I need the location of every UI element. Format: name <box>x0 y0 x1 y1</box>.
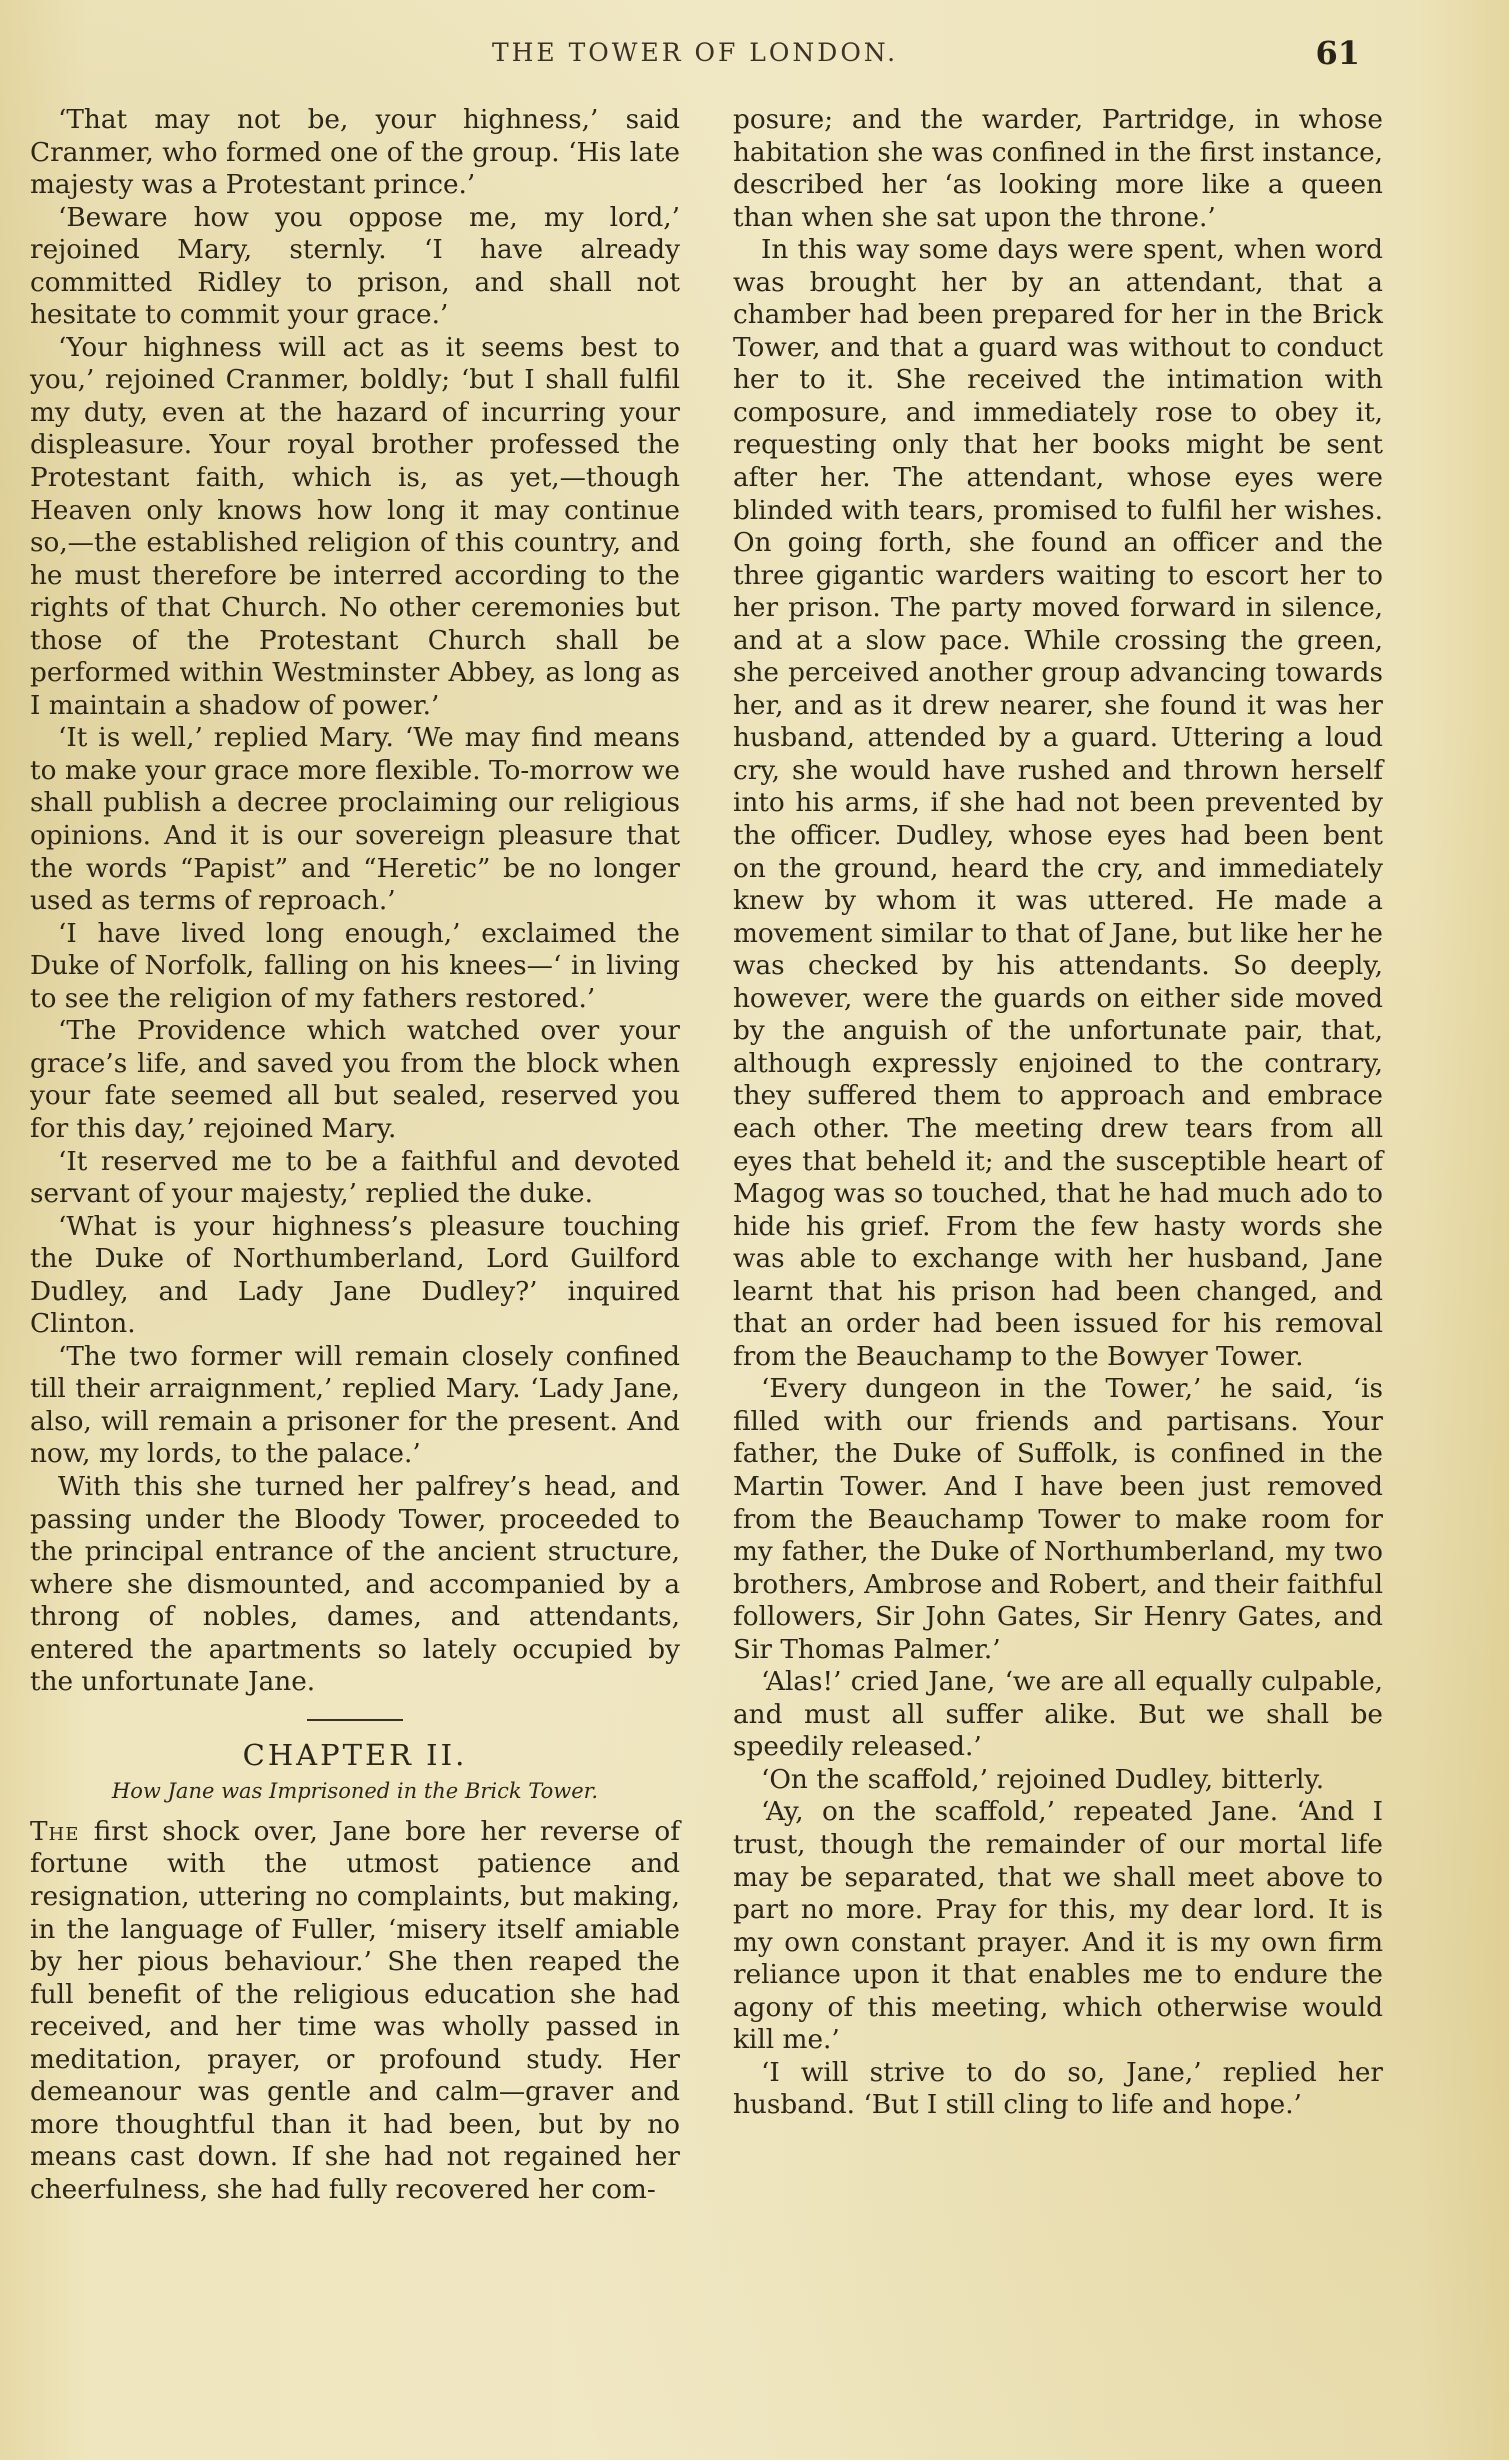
chapter-title: CHAPTER II. <box>242 1737 468 1772</box>
paragraph: ‘It is well,’ replied Mary. ‘We may find means to make your grace more flexible. To-morrow we shall publish a decree proclaiming our religious opinions. And it is our sovereign pleasure that the words “Papist” and “Heretic” be no longer used as terms of reproach.’ <box>30 723 680 917</box>
paragraph: ‘On the scaffold,’ rejoined Dudley, bitterly. <box>761 1764 1325 1795</box>
paragraph: ‘It reserved me to be a faithful and devoted servant of your majesty,’ replied the duke. <box>30 1146 680 1210</box>
chapter-opening-paragraph <box>30 1816 680 2207</box>
paragraph: ‘The two former will remain closely confined till their arraignment,’ replied Mary. ‘Lady Jane, also, will remain a prisoner for the present. And now, my lords, to the palace.’ <box>30 1341 680 1470</box>
paragraph: ‘Beware how you oppose me, my lord,’ rejoined Mary, sternly. ‘I have already committed Ridley to prison, and shall not hesitate to commit your grace.’ <box>30 202 680 331</box>
left-column <box>30 104 680 2206</box>
chapter-opening-word: The <box>30 1816 80 1847</box>
paragraph: ‘The Providence which watched over your grace’s life, and saved you from the block when your fate seemed all but sealed, reserved you for this day,’ rejoined Mary. <box>30 1016 680 1144</box>
paragraph: ‘Alas!’ cried Jane, ‘we are all equally culpable, and must all suffer alike. But we shall be speedily released.’ <box>733 1667 1383 1763</box>
chapter-divider <box>307 1719 403 1721</box>
paragraph: ‘Ay, on the scaffold,’ repeated Jane. ‘And I trust, though the remainder of our mortal life may be separated, that we shall meet above to part no more. Pray for this, my dear lord. It is my own constant prayer. And it is my own firm reliance upon it that enables me to endure the agony of this meeting, which otherwise would kill me.’ <box>733 1797 1383 2056</box>
right-column <box>733 104 1383 2122</box>
paragraph: In this way some days were spent, when word was brought her by an attendant, that a chamber had been prepared for her in the Brick Tower, and that a guard was without to conduct her to it. She received the intimation with composure, and immediately rose to obey it, requesting only that her books might be sent after her. The attendant, whose eyes were blinded with tears, promised to fulfil her wishes. On going forth, she found an officer and the three gigantic warders waiting to escort her to her prison. The party moved forward in silence, and at a slow pace. While crossing the green, she perceived another group advancing towards her, and as it drew nearer, she found it was her husband, attended by a guard. Uttering a loud cry, she would have rushed and thrown herself into his arms, if she had not been prevented by the officer. Dudley, whose eyes had been bent on the ground, heard the cry, and immediately knew by whom it was uttered. He made a movement similar to that of Jane, but like her he was checked by his attendants. So deeply, however, were the guards on either side moved by the anguish of the unfortunate pair, that, although expressly enjoined to the contrary, they suffered them to approach and embrace each other. The meeting drew tears from all eyes that beheld it; and the susceptible heart of Magog was so touched, that he had much ado to hide his grief. From the few hasty words she was able to exchange with her husband, Jane learnt that his prison had been changed, and that an order had been issued for his removal from the Beauchamp to the Bowyer Tower. <box>733 235 1383 1372</box>
page-number: 61 <box>1315 34 1360 72</box>
paragraph: ‘Your highness will act as it seems best to you,’ rejoined Cranmer, boldly; ‘but I shall fulfil my duty, even at the hazard of incurring your displeasure. Your royal brother professed the Protestant faith, which is, as yet,—though Heaven only knows how long it may continue so,—the established religion of this country, and he must therefore be interred according to the rights of that Church. No other ceremonies but those of the Protestant Church shall be performed within Westminster Abbey, as long as I maintain a shadow of power.’ <box>30 332 680 721</box>
paragraph: ‘I will strive to do so, Jane,’ replied her husband. ‘But I still cling to life and hope.’ <box>733 2057 1383 2121</box>
chapter-opening-text: first shock over, Jane bore her reverse of fortune with the utmost patience and resignation, uttering no complaints, but making, in the language of Fuller, ‘misery itself amiable by her pious behaviour.’ She then reaped the full benefit of the religious education she had received, and her time was wholly passed in meditation, prayer, or profound study. Her demeanour was gentle and calm—graver and more thoughtful than it had been, but by no means cast down. If she had not regained her cheerfulness, she had fully recovered her com- <box>30 1816 680 2205</box>
paragraph: ‘Every dungeon in the Tower,’ he said, ‘is filled with our friends and partisans. Your father, the Duke of Suffolk, is confined in the Martin Tower. And I have been just removed from the Beauchamp Tower to make room for my father, the Duke of Northumberland, my two brothers, Ambrose and Robert, and their faithful followers, Sir John Gates, Sir Henry Gates, and Sir Thomas Palmer.’ <box>733 1374 1383 1665</box>
paragraph: posure; and the warder, Partridge, in whose habitation she was confined in the first instance, described her ‘as looking more like a queen than when she sat upon the throne.’ <box>733 105 1383 233</box>
running-head <box>30 34 1360 74</box>
paragraph: ‘I have lived long enough,’ exclaimed the Duke of Norfolk, falling on his knees—‘ in living to see the religion of my fathers restored.’ <box>30 918 680 1014</box>
paragraph: ‘That may not be, your highness,’ said Cranmer, who formed one of the group. ‘His late majesty was a Protestant prince.’ <box>30 105 680 201</box>
paragraph: ‘What is your highness’s pleasure touching the Duke of Northumberland, Lord Guilford Dudley, and Lady Jane Dudley?’ inquired Clinton. <box>30 1211 680 1340</box>
chapter-subtitle: How Jane was Imprisoned in the Brick Tower. <box>111 1779 599 1804</box>
running-title: THE TOWER OF LONDON. <box>491 38 899 67</box>
paragraph: With this she turned her palfrey’s head, and passing under the Bloody Tower, proceeded to the principal entrance of the ancient structure, where she dismounted, and accompanied by a throng of nobles, dames, and attendants, entered the apartments so lately occupied by the unfortunate Jane. <box>30 1471 680 1698</box>
